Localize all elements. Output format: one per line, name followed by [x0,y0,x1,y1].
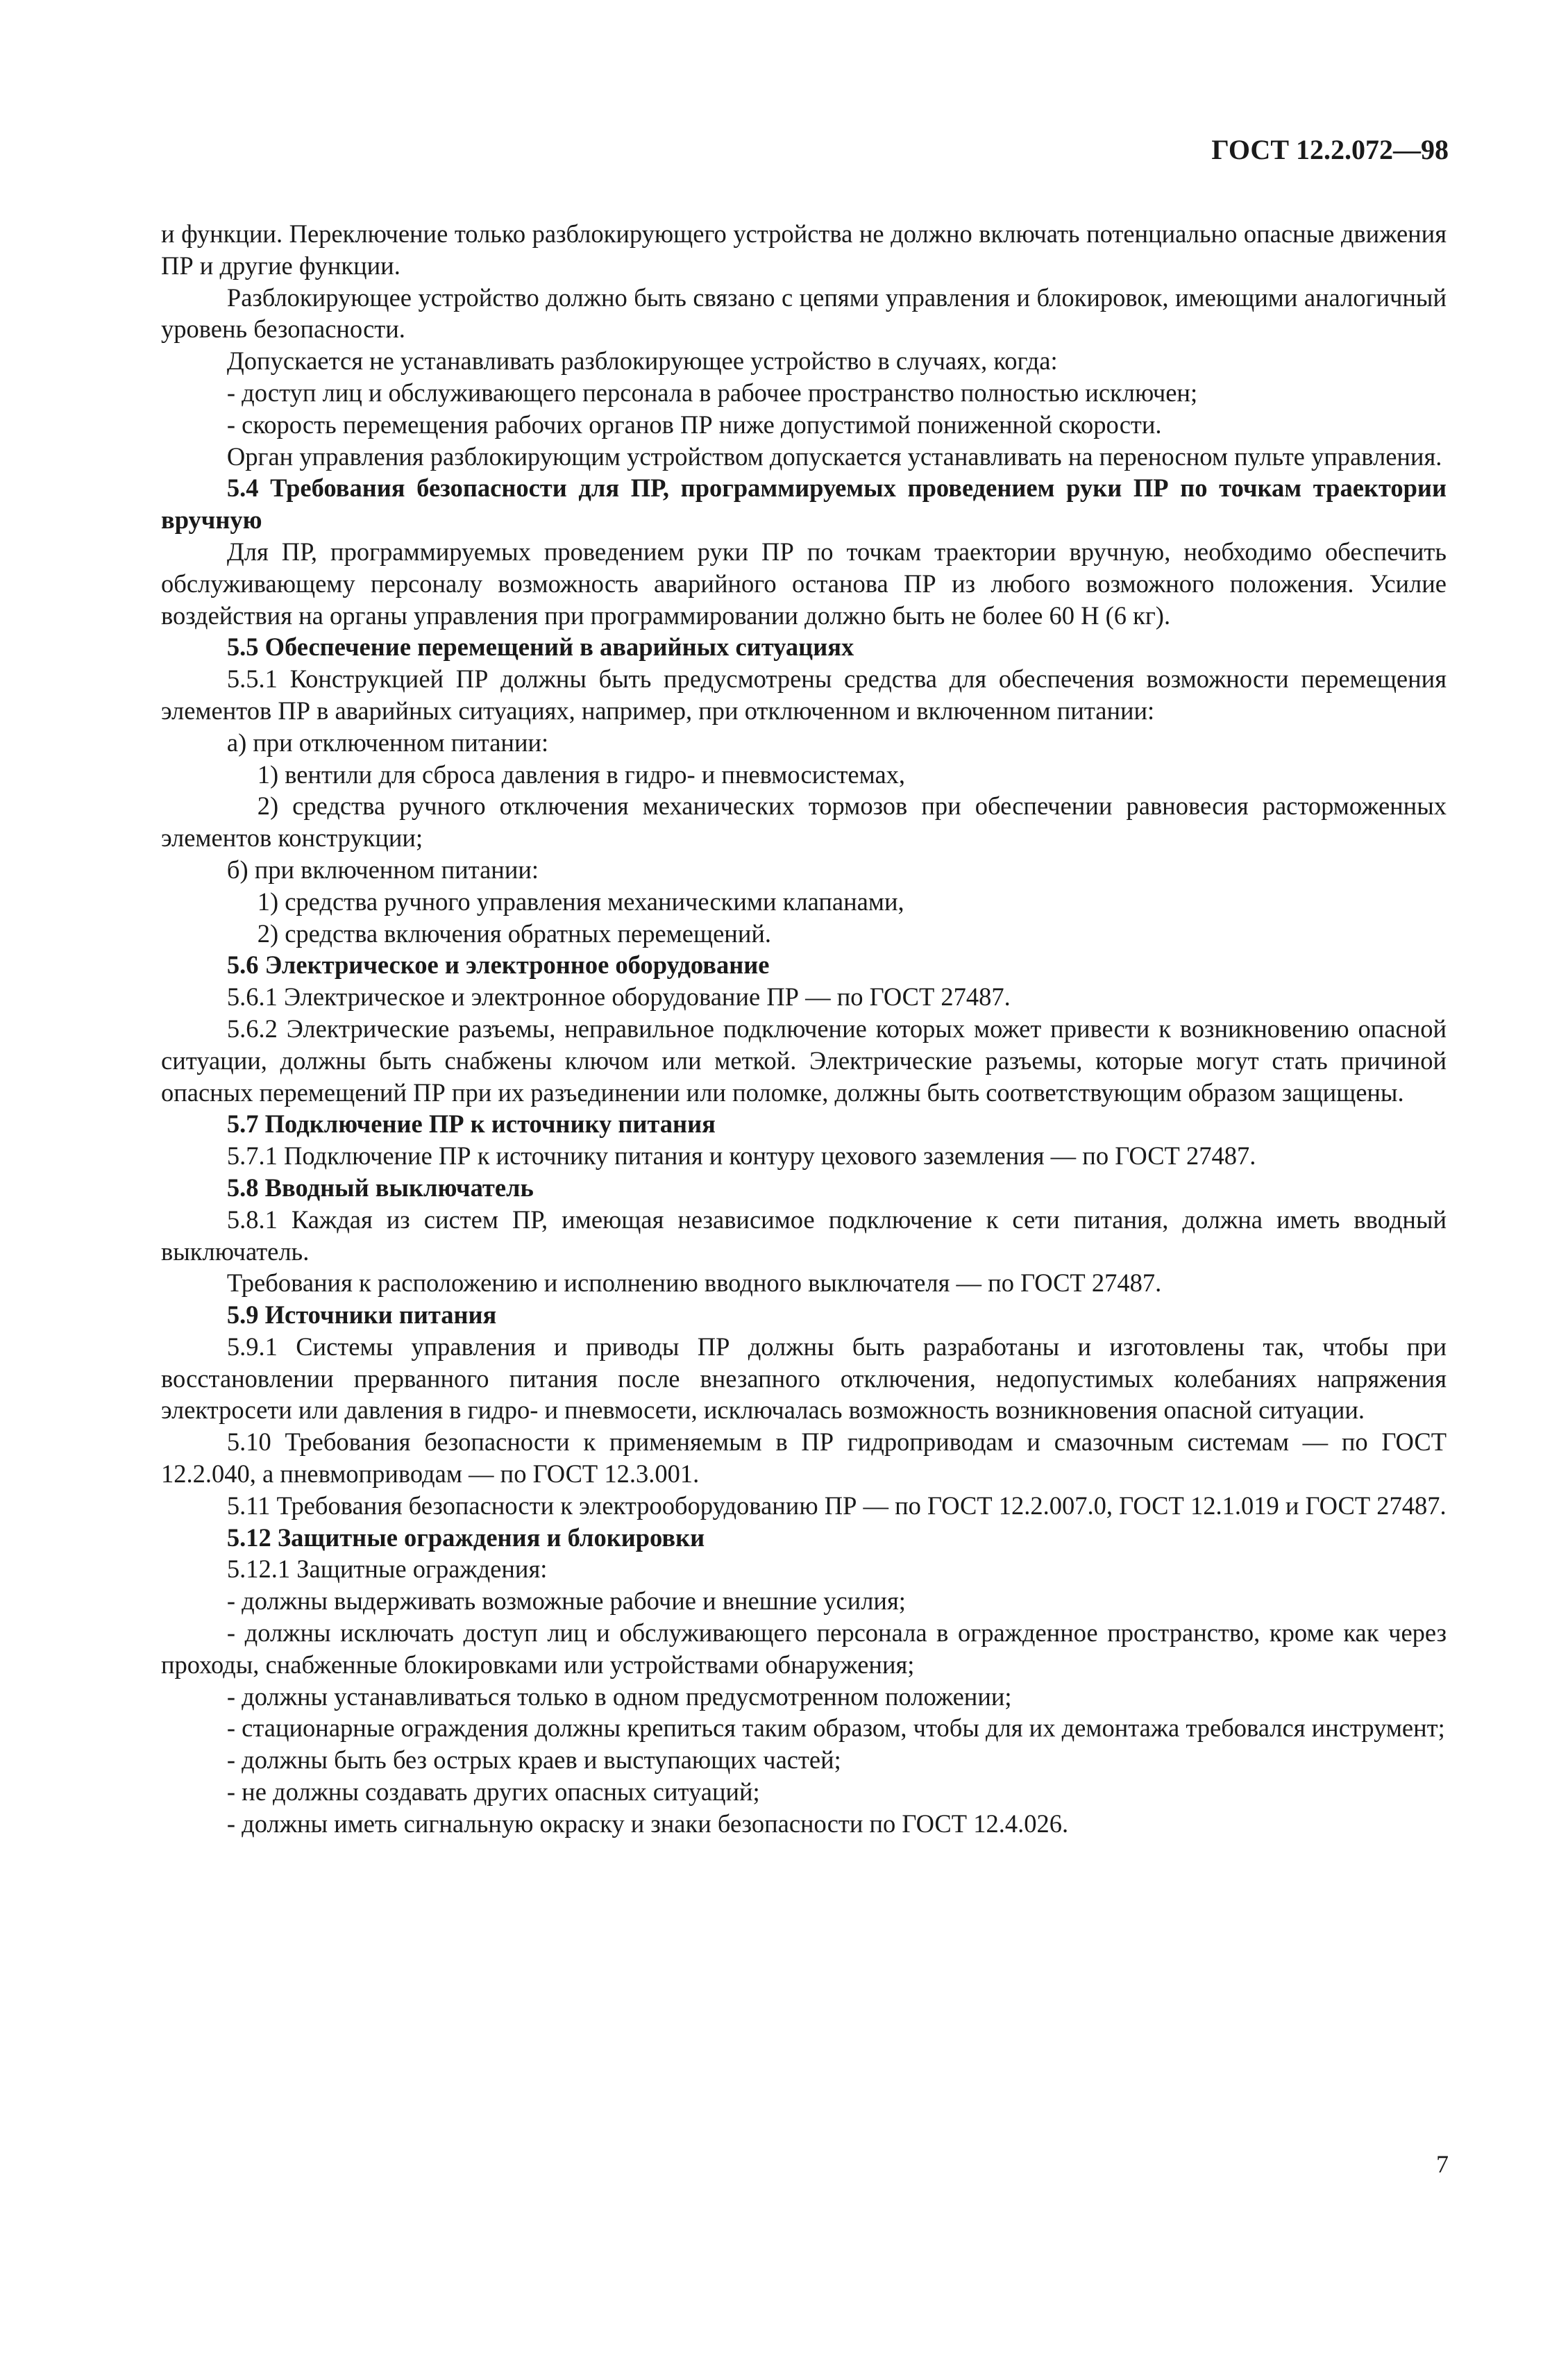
list-item: - скорость перемещения рабочих органов ПР ниже допустимой пониженной скорости. [226,410,1162,439]
section-heading-5-9: 5.9 Источники питания [226,1300,497,1330]
paragraph: 5.10 Требования безопасности к применяемым в ПР гидроприводам и смазочным системам — по ГОСТ 12.2.040, а пневмоприводам — по ГОСТ 12.3.001. [161,1427,1447,1489]
list-item: 2) средства включения обратных перемещений. [257,919,772,948]
list-item: 1) вентили для сброса давления в гидро- и пневмосистемах, [257,760,906,789]
document-code-header: ГОСТ 12.2.072—98 [1211,134,1449,165]
paragraph: 5.6.1 Электрическое и электронное оборудование ПР — по ГОСТ 27487. [226,982,1011,1012]
paragraph: Разблокирующее устройство должно быть связано с цепями управления и блокировок, имеющими аналогичный уровень безопасности. [161,283,1447,344]
paragraph: Орган управления разблокирующим устройством допускается устанавливать на переносном пульте управления. [226,442,1442,471]
list-item: - должны выдерживать возможные рабочие и внешние усилия; [226,1586,906,1616]
paragraph: 5.6.2 Электрические разъемы, неправильное подключение которых может привести к возникновению опасной ситуации, должны быть снабжены ключом или меткой. Электрические разъемы, которые могут стать причиной опасных перемещений ПР при их разъединении или поломке, должны быть соответствующим образом защищены. [161,1014,1447,1107]
paragraph: Для ПР, программируемых проведением руки ПР по точкам траектории вручную, необходимо обеспечить обслуживающему персоналу возможность аварийного останова ПР из любого возможного положения. Усилие воздействия на органы управления при программировании должно быть не более 60 Н (6 кг). [161,537,1447,630]
list-item: а) при отключенном питании: [226,728,549,757]
paragraph: и функции. Переключение только разблокирующего устройства не должно включать потенциально опасные движения ПР и другие функции. [161,219,1447,280]
paragraph: 5.8.1 Каждая из систем ПР, имеющая независимое подключение к сети питания, должна иметь вводный выключатель. [161,1205,1447,1266]
paragraph: 5.7.1 Подключение ПР к источнику питания и контуру цехового заземления — по ГОСТ 27487. [226,1141,1256,1171]
section-heading-5-7: 5.7 Подключение ПР к источнику питания [226,1109,716,1139]
section-heading-5-12: 5.12 Защитные ограждения и блокировки [226,1523,705,1552]
paragraph: 5.9.1 Системы управления и приводы ПР должны быть разработаны и изготовлены так, чтобы при восстановлении прерванного питания после внезапного отключения, недопустимых колебаниях напряжения электросети или давления в гидро- и пневмосети, исключалась возможность возникновения опасной ситуации. [161,1332,1447,1425]
paragraph: 5.12.1 Защитные ограждения: [226,1555,548,1584]
list-item: - не должны создавать других опасных ситуаций; [226,1777,760,1807]
paragraph: Допускается не устанавливать разблокирующее устройство в случаях, когда: [226,346,1058,376]
list-item: - должны исключать доступ лиц и обслуживающего персонала в огражденное пространство, кроме как через проходы, снабженные блокировками или устройствами обнаружения; [161,1618,1447,1679]
list-item: - должны иметь сигнальную окраску и знаки безопасности по ГОСТ 12.4.026. [226,1809,1069,1838]
list-item: 1) средства ручного управления механическими клапанами, [257,887,904,916]
section-heading-5-6: 5.6 Электрическое и электронное оборудование [226,950,770,980]
list-item: - стационарные ограждения должны крепиться таким образом, чтобы для их демонтажа требовался инструмент; [226,1714,1445,1743]
list-item: - должны устанавливаться только в одном предусмотренном положении; [226,1682,1012,1711]
paragraph: 5.11 Требования безопасности к электрооборудованию ПР — по ГОСТ 12.2.007.0, ГОСТ 12.1.019 и ГОСТ 27487. [226,1491,1447,1520]
section-heading-5-8: 5.8 Вводный выключатель [226,1173,534,1202]
section-heading-5-5: 5.5 Обеспечение перемещений в аварийных ситуациях [226,632,854,662]
section-heading-5-4: 5.4 Требования безопасности для ПР, программируемых проведением руки ПР по точкам траектории вручную [161,474,1447,535]
list-item: б) при включенном питании: [226,855,539,884]
list-item: 2) средства ручного отключения механических тормозов при обеспечении равновесия расторможенных элементов конструкции; [161,791,1447,853]
page-number: 7 [1436,2150,1449,2178]
paragraph: 5.5.1 Конструкцией ПР должны быть предусмотрены средства для обеспечения возможности перемещения элементов ПР в аварийных ситуациях, например, при отключенном и включенном питании: [161,664,1447,725]
document-body [161,218,1447,1840]
paragraph: Требования к расположению и исполнению вводного выключателя — по ГОСТ 27487. [226,1268,1162,1298]
list-item: - доступ лиц и обслуживающего персонала в рабочее пространство полностью исключен; [226,378,1198,407]
list-item: - должны быть без острых краев и выступающих частей; [226,1745,841,1775]
